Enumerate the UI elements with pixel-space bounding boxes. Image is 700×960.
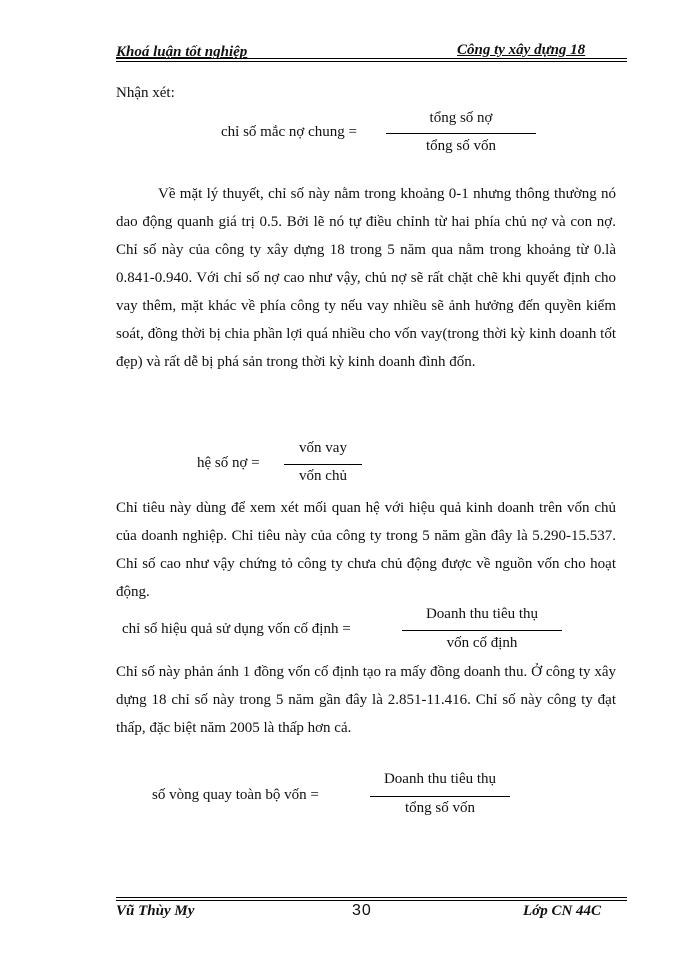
fraction-line bbox=[370, 796, 510, 797]
footer-rule bbox=[116, 897, 627, 898]
footer-class: Lớp CN 44C bbox=[523, 903, 602, 919]
intro-label: Nhận xét: bbox=[116, 85, 175, 101]
page-number: 30 bbox=[352, 902, 372, 919]
fraction-line bbox=[386, 133, 536, 134]
formula-denominator: tổng số vốn bbox=[425, 138, 496, 154]
formula-denominator: vốn cố định bbox=[446, 635, 518, 651]
fraction-line bbox=[402, 630, 562, 631]
paragraph-debt-coefficient: Chỉ tiêu này dùng để xem xét mối quan hệ với hiệu quả kinh doanh trên vốn chủ của doanh nghiệp. Chỉ tiêu này của công ty trong 5 năm gần đây là 5.290-15.537. Chỉ số cao như vậy chứng tỏ công ty chưa chủ động được về nguồn vốn cho hoạt động. bbox=[116, 500, 616, 600]
fraction-line bbox=[284, 464, 362, 465]
formula-denominator: tổng số vốn bbox=[404, 800, 475, 816]
formula-label: số vòng quay toàn bộ vốn = bbox=[152, 787, 319, 803]
footer-rule bbox=[116, 900, 627, 901]
formula-label: chỉ số hiệu quả sử dụng vốn cố định = bbox=[122, 621, 351, 637]
formula-denominator: vốn chủ bbox=[299, 468, 347, 484]
footer-author: Vũ Thùy My bbox=[116, 903, 195, 919]
header-left-title: Khoá luận tốt nghiệp bbox=[116, 44, 248, 60]
formula-numerator: Doanh thu tiêu thụ bbox=[425, 606, 539, 622]
paragraph-debt-ratio: Về mặt lý thuyết, chỉ số này nằm trong khoảng 0-1 nhưng thông thường nó dao động quanh giá trị 0.5. Bởi lẽ nó tự điều chỉnh từ hai phía chủ nợ và con nợ. Chỉ số này của công ty xây dựng 18 trong 5 năm qua nằm trong khoảng từ 0.là 0.841-0.940. Với chỉ số nợ cao như vậy, chủ nợ sẽ rất chặt chẽ khi quyết định cho vay thêm, mặt khác về phía công ty nếu vay nhiều sẽ ảnh hưởng đến quyền kiểm soát, đồng thời bị chia phần lợi quá nhiều cho vốn vay(trong thời kỳ kinh doanh tốt đẹp) và rất dễ bị phá sản trong thời kỳ kinh doanh đình đốn. bbox=[116, 186, 616, 370]
formula-numerator: tổng số nợ bbox=[429, 110, 493, 126]
paragraph-fixed-capital: Chỉ số này phản ánh 1 đồng vốn cố định tạo ra mấy đồng doanh thu. Ở công ty xây dựng 18 chỉ số này trong 5 năm gần đây là 2.851-11.416. Chỉ số này công ty đạt thấp, đặc biệt năm 2005 là thấp hơn cả. bbox=[116, 664, 616, 736]
header-rule bbox=[116, 58, 627, 59]
header-rule bbox=[116, 61, 627, 62]
formula-label: hệ số nợ = bbox=[197, 455, 260, 471]
formula-label: chỉ số mắc nợ chung = bbox=[221, 124, 357, 140]
header-right-title: Công ty xây dựng 18 bbox=[457, 42, 586, 58]
formula-numerator: Doanh thu tiêu thụ bbox=[383, 771, 497, 787]
formula-numerator: vốn vay bbox=[299, 440, 347, 456]
